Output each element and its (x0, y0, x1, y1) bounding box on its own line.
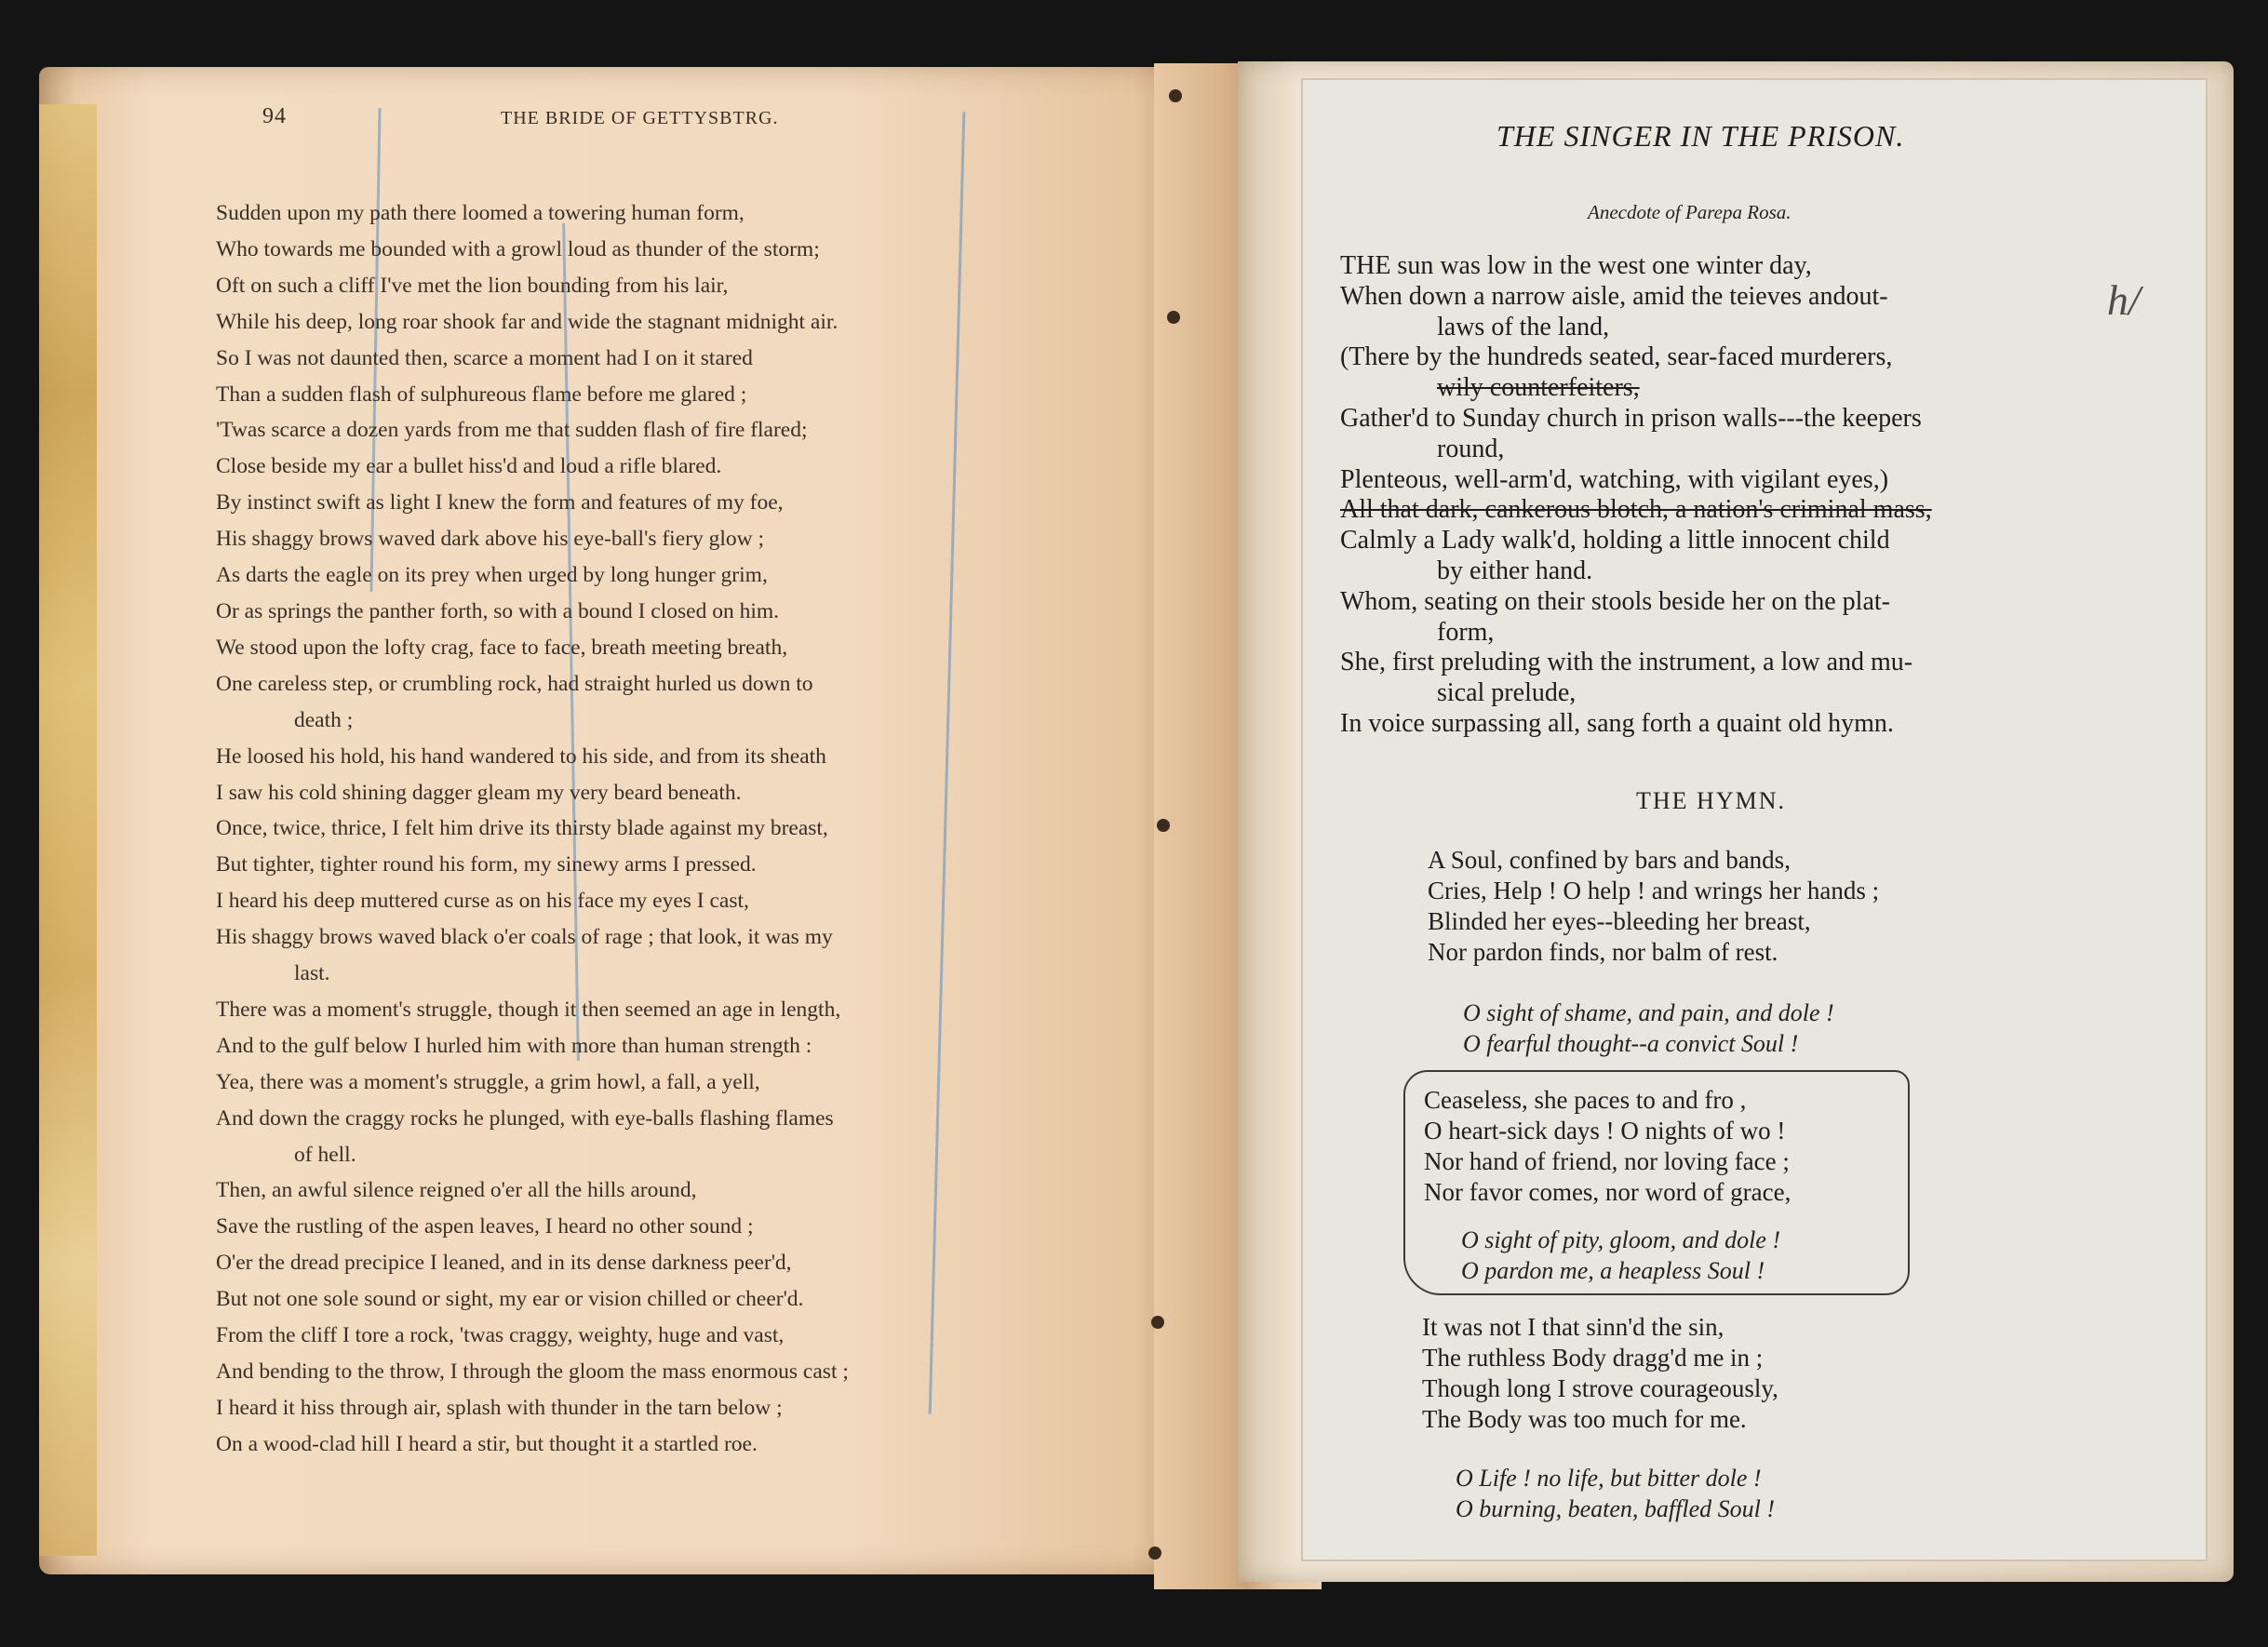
hymn-chorus-1 (1463, 998, 1834, 1059)
text-line: While his deep, long roar shook far and wide the stagnant midnight air. (216, 309, 839, 334)
hymn-line: Nor pardon finds, nor balm of rest. (1428, 938, 1778, 966)
poem-line: Plenteous, well-arm'd, watching, with vigilant eyes,) (1340, 464, 1889, 494)
text-line: Or as springs the panther forth, so with a bound I closed on him. (216, 598, 780, 623)
text-line: Than a sudden flash of sulphureous flame before me glared ; (216, 382, 747, 407)
text-line: And bending to the throw, I through the gloom the mass enormous cast ; (216, 1359, 849, 1384)
text-line: So I was not daunted then, scarce a moment had I on it stared (216, 345, 753, 370)
text-line: By instinct swift as light I knew the form and features of my foe, (216, 490, 784, 516)
text-line: last. (294, 961, 330, 986)
poem-text (1340, 251, 2103, 740)
poem-line: (There by the hundreds seated, sear-faced murderers, (1340, 342, 1893, 372)
hymn-line: The Body was too much for me. (1422, 1405, 1747, 1433)
hymn-line: Ceaseless, she paces to and fro , (1424, 1086, 1747, 1114)
chorus-line: O pardon me, a heapless Soul ! (1461, 1257, 1765, 1284)
hymn-line: Nor hand of friend, nor loving face ; (1424, 1147, 1790, 1175)
hymn-line: O heart-sick days ! O nights of wo ! (1424, 1117, 1786, 1145)
page-number: 94 (262, 104, 287, 128)
poem-line: She, first preluding with the instrument, a low and mu- (1340, 648, 1913, 677)
text-line: death ; (294, 707, 354, 732)
text-line: But not one sole sound or sight, my ear or vision chilled or cheer'd. (216, 1287, 804, 1312)
poem-line: In voice surpassing all, sang forth a quaint old hymn. (1340, 708, 1894, 738)
hymn-line: Cries, Help ! O help ! and wrings her hands ; (1428, 877, 1880, 904)
hymn-line: It was not I that sinn'd the sin, (1422, 1313, 1724, 1341)
chorus-line: O sight of shame, and pain, and dole ! (1463, 999, 1834, 1026)
poem-line: form, (1437, 617, 1495, 647)
hymn-chorus-3 (1456, 1463, 1775, 1524)
poem-line: laws of the land, (1437, 312, 1610, 341)
poem-line: Gather'd to Sunday church in prison walls---the keepers (1340, 403, 1922, 433)
hymn-stanza-1 (1428, 845, 1879, 968)
text-line: Then, an awful silence reigned o'er all the hills around, (216, 1178, 697, 1203)
hymn-stanza-3 (1422, 1312, 1778, 1435)
hymn-line: The ruthless Body dragg'd me in ; (1422, 1344, 1764, 1372)
text-line: I saw his cold shining dagger gleam my very beard beneath. (216, 780, 742, 805)
poem-line: by either hand. (1437, 556, 1593, 585)
text-line: Who towards me bounded with a growl loud as thunder of the storm; (216, 236, 820, 261)
poem-subtitle: Anecdote of Parepa Rosa. (1588, 201, 1792, 223)
text-line: of hell. (294, 1142, 356, 1167)
text-line: 'Twas scarce a dozen yards from me that sudden flash of fire flared; (216, 418, 808, 443)
poem-line: All that dark, cankerous blotch, a nation's criminal mass, (1340, 495, 1932, 525)
text-line: His shaggy brows waved black o'er coals of rage ; that look, it was my (216, 925, 833, 950)
poem-line: sical prelude, (1437, 678, 1577, 708)
hymn-line: Nor favor comes, nor word of grace, (1424, 1178, 1792, 1206)
text-line: Close beside my ear a bullet hiss'd and loud a rifle blared. (216, 454, 722, 479)
text-line: O'er the dread precipice I leaned, and in its dense darkness peer'd, (216, 1251, 792, 1276)
chorus-line: O fearful thought--a convict Soul ! (1463, 1030, 1799, 1057)
poem-line: Whom, seating on their stools beside her on the plat- (1340, 586, 1890, 616)
text-line: As darts the eagle on its prey when urged by long hunger grim, (216, 563, 768, 588)
text-line: One careless step, or crumbling rock, had straight hurled us down to (216, 671, 813, 696)
margin-pencil-mark: h/ (2107, 276, 2141, 324)
text-line: From the cliff I tore a rock, 'twas craggy, weighty, huge and vast, (216, 1323, 785, 1348)
text-line: Oft on such a cliff I've met the lion bounding from his lair, (216, 273, 729, 298)
hymn-stanza-2 (1424, 1085, 1791, 1208)
text-line: I heard his deep muttered curse as on his face my eyes I cast, (216, 889, 749, 914)
text-line: On a wood-clad hill I heard a stir, but thought it a startled roe. (216, 1431, 758, 1456)
poem-title: THE SINGER IN THE PRISON. (1496, 119, 1905, 153)
text-line: I heard it hiss through air, splash with thunder in the tarn below ; (216, 1395, 783, 1420)
binding-thread-dot (1169, 89, 1182, 102)
poem-line: THE sun was low in the west one winter day, (1340, 251, 1812, 280)
chorus-line: O Life ! no life, but bitter dole ! (1456, 1465, 1762, 1492)
text-line: But tighter, tighter round his form, my sinewy arms I pressed. (216, 852, 757, 877)
text-line: He loosed his hold, his hand wandered to his side, and from its sheath (216, 743, 826, 769)
left-page-text (216, 195, 1035, 1463)
text-line: Yea, there was a moment's struggle, a grim howl, a fall, a yell, (216, 1069, 760, 1094)
poem-line: Calmly a Lady walk'd, holding a little innocent child (1340, 526, 1890, 556)
text-line: And down the craggy rocks he plunged, with eye-balls flashing flames (216, 1105, 834, 1131)
hymn-title: THE HYMN. (1636, 787, 1786, 814)
chorus-line: O sight of pity, gloom, and dole ! (1461, 1226, 1781, 1253)
binding-thread-dot (1148, 1547, 1161, 1560)
binding-thread-dot (1167, 311, 1180, 324)
chorus-line: O burning, beaten, baffled Soul ! (1456, 1495, 1776, 1522)
page-stain (39, 104, 97, 1556)
text-line: Save the rustling of the aspen leaves, I heard no other sound ; (216, 1214, 754, 1239)
poem-line: round, (1437, 434, 1505, 463)
text-line: Sudden upon my path there loomed a towering human form, (216, 201, 745, 225)
hymn-chorus-2 (1461, 1225, 1780, 1286)
text-line: We stood upon the lofty crag, face to face, breath meeting breath, (216, 635, 788, 660)
text-line: There was a moment's struggle, though it then seemed an age in length, (216, 997, 841, 1022)
text-line: His shaggy brows waved dark above his eye-ball's fiery glow ; (216, 527, 764, 552)
binding-thread-dot (1151, 1316, 1164, 1329)
hymn-line: A Soul, confined by bars and bands, (1428, 846, 1791, 874)
binding-thread-dot (1157, 819, 1170, 832)
running-title: THE BRIDE OF GETTYSBTRG. (501, 108, 779, 128)
text-line: Once, twice, thrice, I felt him drive its thirsty blade against my breast, (216, 816, 828, 841)
text-line: And to the gulf below I hurled him with more than human strength : (216, 1033, 812, 1058)
poem-line: When down a narrow aisle, amid the teieves andout- (1340, 281, 1888, 311)
poem-line: wily counterfeiters, (1437, 373, 1640, 403)
hymn-line: Though long I strove courageously, (1422, 1374, 1778, 1402)
hymn-line: Blinded her eyes--bleeding her breast, (1428, 907, 1811, 935)
